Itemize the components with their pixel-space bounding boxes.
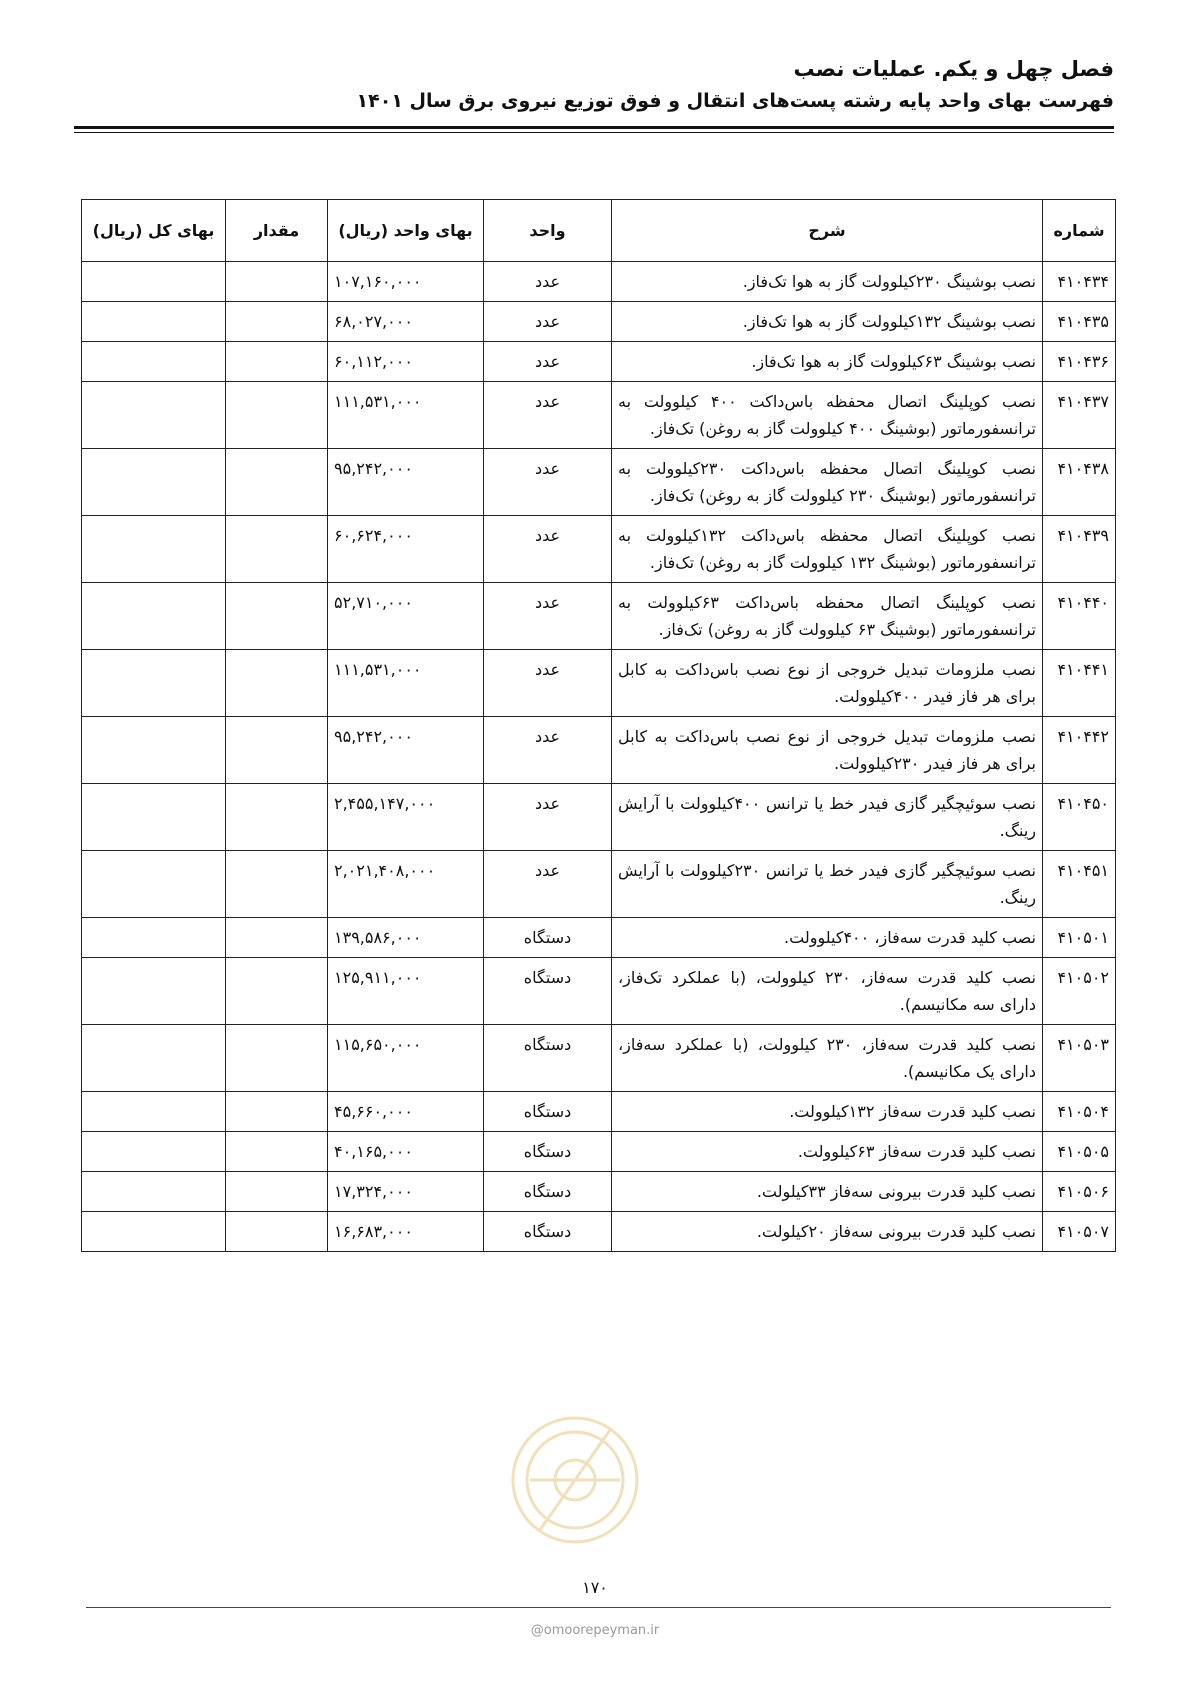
row-number: ۴۱۰۵۰۱ xyxy=(1043,918,1116,958)
column-header-number: شماره xyxy=(1043,200,1116,262)
row-unit-price: ۱۳۹,۵۸۶,۰۰۰ xyxy=(328,918,484,958)
table-row xyxy=(82,302,1116,342)
row-unit-price: ۱۷,۳۲۴,۰۰۰ xyxy=(328,1172,484,1212)
row-quantity xyxy=(226,516,328,583)
row-unit: دستگاه xyxy=(484,1212,612,1252)
table-row xyxy=(82,784,1116,851)
row-quantity xyxy=(226,583,328,650)
header-rule-thick xyxy=(74,126,1114,129)
row-number: ۴۱۰۵۰۷ xyxy=(1043,1212,1116,1252)
page-number: ۱۷۰ xyxy=(582,1578,608,1597)
table-row xyxy=(82,382,1116,449)
row-total-price xyxy=(82,302,226,342)
row-total-price xyxy=(82,1092,226,1132)
row-unit-price: ۱۲۵,۹۱۱,۰۰۰ xyxy=(328,958,484,1025)
omoor-peyman-seal-icon xyxy=(500,1380,650,1580)
row-quantity xyxy=(226,302,328,342)
row-description: نصب سوئیچگیر گازی فیدر خط یا ترانس ۲۳۰کیلوولت با آرایش رینگ. xyxy=(612,851,1043,918)
row-total-price xyxy=(82,516,226,583)
table-row xyxy=(82,958,1116,1025)
table-row xyxy=(82,342,1116,382)
row-description: نصب کلید قدرت سه‌فاز، ۲۳۰ کیلوولت، (با عملکرد سه‌فاز، دارای یک مکانیسم). xyxy=(612,1025,1043,1092)
row-number: ۴۱۰۴۳۸ xyxy=(1043,449,1116,516)
row-description: نصب کوپلینگ اتصال محفظه باس‌داکت ۱۳۲کیلوولت به ترانسفورماتور (بوشینگ ۱۳۲ کیلوولت گاز به روغن) تک‌فاز. xyxy=(612,516,1043,583)
row-number: ۴۱۰۵۰۶ xyxy=(1043,1172,1116,1212)
row-total-price xyxy=(82,918,226,958)
row-unit: عدد xyxy=(484,449,612,516)
row-unit: دستگاه xyxy=(484,1092,612,1132)
row-total-price xyxy=(82,958,226,1025)
table-row xyxy=(82,1212,1116,1252)
row-total-price xyxy=(82,650,226,717)
row-number: ۴۱۰۴۳۶ xyxy=(1043,342,1116,382)
row-description: نصب بوشینگ ۲۳۰کیلوولت گاز به هوا تک‌فاز. xyxy=(612,262,1043,302)
row-number: ۴۱۰۴۵۰ xyxy=(1043,784,1116,851)
row-description: نصب کلید قدرت بیرونی سه‌فاز ۳۳کیلولت. xyxy=(612,1172,1043,1212)
table-row xyxy=(82,650,1116,717)
row-unit: عدد xyxy=(484,583,612,650)
row-unit: دستگاه xyxy=(484,918,612,958)
row-unit-price: ۹۵,۲۴۲,۰۰۰ xyxy=(328,717,484,784)
row-total-price xyxy=(82,1172,226,1212)
row-unit-price: ۵۲,۷۱۰,۰۰۰ xyxy=(328,583,484,650)
table-row xyxy=(82,1092,1116,1132)
row-quantity xyxy=(226,1172,328,1212)
row-description: نصب کوپلینگ اتصال محفظه باس‌داکت ۲۳۰کیلوولت به ترانسفورماتور (بوشینگ ۲۳۰ کیلوولت گاز به روغن) تک‌فاز. xyxy=(612,449,1043,516)
row-number: ۴۱۰۴۳۴ xyxy=(1043,262,1116,302)
row-unit: دستگاه xyxy=(484,958,612,1025)
row-description: نصب کوپلینگ اتصال محفظه باس‌داکت ۶۳کیلوولت به ترانسفورماتور (بوشینگ ۶۳ کیلوولت گاز به روغن) تک‌فاز. xyxy=(612,583,1043,650)
row-unit: عدد xyxy=(484,650,612,717)
row-unit: عدد xyxy=(484,302,612,342)
row-description: نصب کلید قدرت بیرونی سه‌فاز ۲۰کیلولت. xyxy=(612,1212,1043,1252)
row-unit: عدد xyxy=(484,717,612,784)
row-total-price xyxy=(82,784,226,851)
row-total-price xyxy=(82,851,226,918)
row-unit-price: ۱۰۷,۱۶۰,۰۰۰ xyxy=(328,262,484,302)
row-total-price xyxy=(82,583,226,650)
row-description: نصب ملزومات تبدیل خروجی از نوع نصب باس‌داکت به کابل برای هر فاز فیدر ۴۰۰کیلوولت. xyxy=(612,650,1043,717)
row-number: ۴۱۰۴۳۷ xyxy=(1043,382,1116,449)
column-header-total-price: بهای کل (ریال) xyxy=(82,200,226,262)
row-quantity xyxy=(226,262,328,302)
chapter-title: فصل چهل و یکم. عملیات نصب xyxy=(793,57,1114,81)
document-subtitle: فهرست بهای واحد پایه رشته پست‌های انتقال و فوق توزیع نیروی برق سال ۱۴۰۱ xyxy=(356,90,1114,112)
page-header xyxy=(74,54,1114,116)
column-header-unit-price: بهای واحد (ریال) xyxy=(328,200,484,262)
row-number: ۴۱۰۵۰۴ xyxy=(1043,1092,1116,1132)
row-unit: دستگاه xyxy=(484,1132,612,1172)
row-unit-price: ۶۸,۰۲۷,۰۰۰ xyxy=(328,302,484,342)
table-row xyxy=(82,516,1116,583)
row-number: ۴۱۰۵۰۲ xyxy=(1043,958,1116,1025)
row-total-price xyxy=(82,1025,226,1092)
row-number: ۴۱۰۴۳۹ xyxy=(1043,516,1116,583)
row-quantity xyxy=(226,1132,328,1172)
row-unit-price: ۱۱۵,۶۵۰,۰۰۰ xyxy=(328,1025,484,1092)
row-number: ۴۱۰۵۰۵ xyxy=(1043,1132,1116,1172)
row-unit: عدد xyxy=(484,262,612,302)
row-unit-price: ۶۰,۱۱۲,۰۰۰ xyxy=(328,342,484,382)
row-total-price xyxy=(82,449,226,516)
row-unit-price: ۱۱۱,۵۳۱,۰۰۰ xyxy=(328,382,484,449)
table-header-row xyxy=(82,200,1116,262)
row-description: نصب کلید قدرت سه‌فاز ۶۳کیلوولت. xyxy=(612,1132,1043,1172)
row-quantity xyxy=(226,717,328,784)
website-watermark: @omoorepeyman.ir xyxy=(530,1623,660,1638)
row-quantity xyxy=(226,784,328,851)
row-unit-price: ۹۵,۲۴۲,۰۰۰ xyxy=(328,449,484,516)
row-unit-price: ۴۰,۱۶۵,۰۰۰ xyxy=(328,1132,484,1172)
row-total-price xyxy=(82,382,226,449)
row-description: نصب سوئیچگیر گازی فیدر خط یا ترانس ۴۰۰کیلوولت با آرایش رینگ. xyxy=(612,784,1043,851)
row-description: نصب ملزومات تبدیل خروجی از نوع نصب باس‌داکت به کابل برای هر فاز فیدر ۲۳۰کیلوولت. xyxy=(612,717,1043,784)
row-description: نصب بوشینگ ۶۳کیلوولت گاز به هوا تک‌فاز. xyxy=(612,342,1043,382)
row-unit-price: ۶۰,۶۲۴,۰۰۰ xyxy=(328,516,484,583)
row-unit: عدد xyxy=(484,382,612,449)
column-header-quantity: مقدار xyxy=(226,200,328,262)
row-description: نصب کلید قدرت سه‌فاز، ۲۳۰ کیلوولت، (با عملکرد تک‌فاز، دارای سه مکانیسم). xyxy=(612,958,1043,1025)
row-unit-price: ۲,۰۲۱,۴۰۸,۰۰۰ xyxy=(328,851,484,918)
row-unit-price: ۱۱۱,۵۳۱,۰۰۰ xyxy=(328,650,484,717)
row-total-price xyxy=(82,1212,226,1252)
row-quantity xyxy=(226,382,328,449)
row-unit: عدد xyxy=(484,784,612,851)
table-row xyxy=(82,1025,1116,1092)
row-unit-price: ۴۵,۶۶۰,۰۰۰ xyxy=(328,1092,484,1132)
table-row xyxy=(82,262,1116,302)
row-unit: دستگاه xyxy=(484,1172,612,1212)
table-row xyxy=(82,851,1116,918)
row-quantity xyxy=(226,958,328,1025)
footer-rule xyxy=(86,1607,1111,1608)
row-description: نصب کوپلینگ اتصال محفظه باس‌داکت ۴۰۰ کیلوولت به ترانسفورماتور (بوشینگ ۴۰۰ کیلوولت گاز به روغن) تک‌فاز. xyxy=(612,382,1043,449)
row-number: ۴۱۰۴۴۲ xyxy=(1043,717,1116,784)
table-row xyxy=(82,717,1116,784)
row-number: ۴۱۰۴۵۱ xyxy=(1043,851,1116,918)
table-row xyxy=(82,583,1116,650)
row-description: نصب کلید قدرت سه‌فاز، ۴۰۰کیلوولت. xyxy=(612,918,1043,958)
row-unit-price: ۲,۴۵۵,۱۴۷,۰۰۰ xyxy=(328,784,484,851)
row-total-price xyxy=(82,717,226,784)
row-unit-price: ۱۶,۶۸۳,۰۰۰ xyxy=(328,1212,484,1252)
row-quantity xyxy=(226,449,328,516)
table-row xyxy=(82,918,1116,958)
price-list-table xyxy=(81,199,1116,1252)
row-unit: دستگاه xyxy=(484,1025,612,1092)
row-number: ۴۱۰۴۴۰ xyxy=(1043,583,1116,650)
column-header-unit: واحد xyxy=(484,200,612,262)
row-quantity xyxy=(226,342,328,382)
table-row xyxy=(82,1172,1116,1212)
row-unit: عدد xyxy=(484,342,612,382)
table-row xyxy=(82,1132,1116,1172)
row-number: ۴۱۰۵۰۳ xyxy=(1043,1025,1116,1092)
row-description: نصب کلید قدرت سه‌فاز ۱۳۲کیلوولت. xyxy=(612,1092,1043,1132)
row-quantity xyxy=(226,1025,328,1092)
row-number: ۴۱۰۴۴۱ xyxy=(1043,650,1116,717)
row-quantity xyxy=(226,1092,328,1132)
row-quantity xyxy=(226,918,328,958)
column-header-description: شرح xyxy=(612,200,1043,262)
row-unit: عدد xyxy=(484,516,612,583)
row-total-price xyxy=(82,262,226,302)
row-quantity xyxy=(226,1212,328,1252)
row-number: ۴۱۰۴۳۵ xyxy=(1043,302,1116,342)
header-rule-thin xyxy=(74,132,1114,133)
row-description: نصب بوشینگ ۱۳۲کیلوولت گاز به هوا تک‌فاز. xyxy=(612,302,1043,342)
table-row xyxy=(82,449,1116,516)
row-total-price xyxy=(82,342,226,382)
row-unit: عدد xyxy=(484,851,612,918)
row-total-price xyxy=(82,1132,226,1172)
row-quantity xyxy=(226,650,328,717)
row-quantity xyxy=(226,851,328,918)
